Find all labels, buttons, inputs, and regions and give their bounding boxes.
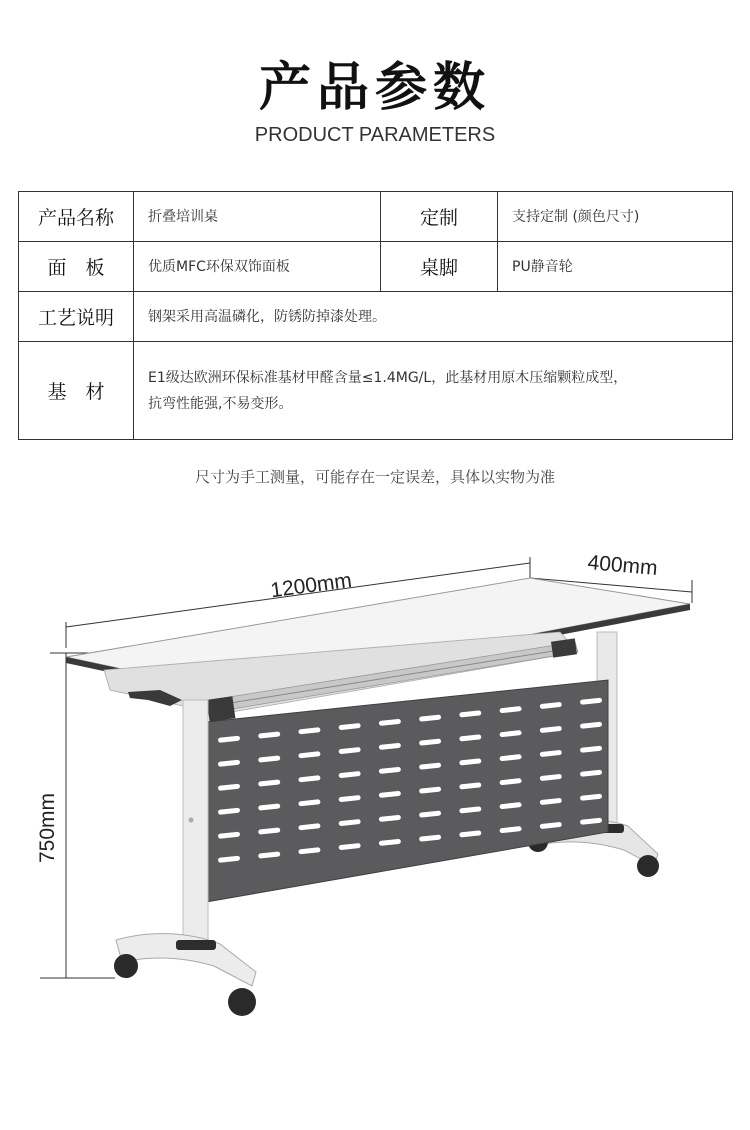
substrate-line-1: E1级达欧洲环保标准基材甲醛含量≤1.4MG/L，此基材用原木压缩颗粒成型， [148, 369, 628, 386]
depth-label: 400mm [586, 551, 659, 581]
page-subtitle: PRODUCT PARAMETERS [254, 124, 496, 146]
value-custom: 支持定制 (颜色尺寸) [498, 192, 733, 242]
label-process: 工艺说明 [19, 292, 134, 342]
value-foot: PU静音轮 [498, 242, 733, 292]
measurement-note: 尺寸为手工测量，可能存在一定误差，具体以实物为准 [194, 468, 555, 486]
length-label: 1200mm [269, 568, 354, 603]
height-label: 750mm [36, 792, 59, 864]
label-panel: 面 板 [19, 242, 134, 292]
value-process: 钢架采用高温磷化，防锈防掉漆处理。 [134, 292, 733, 342]
label-foot: 桌脚 [381, 242, 498, 292]
value-product-name: 折叠培训桌 [134, 192, 381, 242]
value-panel: 优质MFC环保双饰面板 [134, 242, 381, 292]
substrate-line-2: 抗弯性能强,不易变形。 [148, 395, 293, 412]
modesty-panel [206, 680, 608, 902]
page-title: 产品参数 [258, 58, 491, 118]
label-substrate: 基 材 [19, 342, 134, 440]
label-custom: 定制 [381, 192, 498, 242]
label-product-name: 产品名称 [19, 192, 134, 242]
